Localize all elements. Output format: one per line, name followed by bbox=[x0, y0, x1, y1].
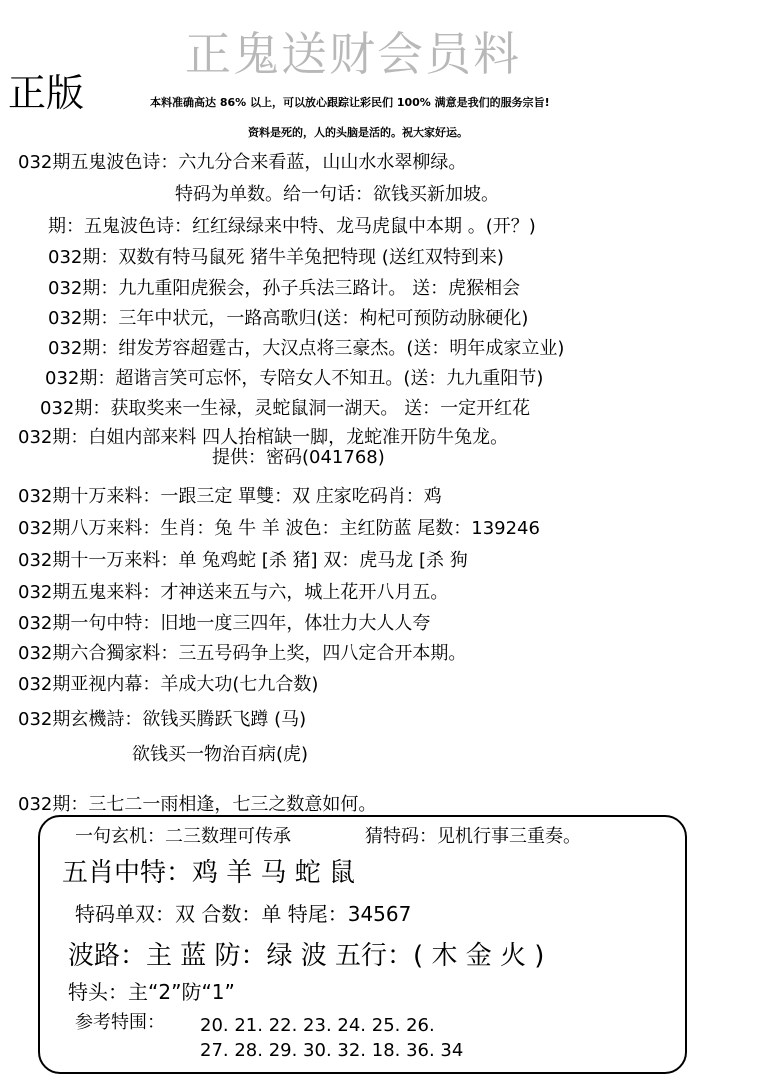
text-line: 032期：获取奖来一生禄，灵蛇鼠洞一湖天。 送：一定开红花 bbox=[40, 398, 531, 419]
box-odd-even: 特码单双：双 合数：单 特尾：34567 bbox=[75, 902, 412, 926]
text-line: 032期：三七二一雨相逢，七三之数意如何。 bbox=[18, 794, 377, 815]
box-wave-element: 波路：主 蓝 防：绿 波 五行：( 木 金 火 ) bbox=[68, 941, 545, 971]
text-line: 032期十一万来料：单 兔鸡蛇 [杀 猪] 双：虎马龙 [杀 狗 bbox=[18, 550, 468, 571]
box-guess: 猜特码：见机行事三重奏。 bbox=[365, 826, 581, 847]
text-line: 032期十万来料：一跟三定 單雙：双 庄家吃码肖：鸡 bbox=[18, 486, 442, 507]
text-line: 032期：三年中状元，一路高歌归(送：枸杞可预防动脉硬化) bbox=[48, 308, 529, 329]
text-line: 提供：密码(041768) bbox=[212, 447, 385, 468]
text-line: 032期六合獨家料：三五号码争上奖，四八定合开本期。 bbox=[18, 643, 467, 664]
subtitle-blessing: 资料是死的，人的头脑是活的。祝大家好运。 bbox=[248, 126, 468, 139]
box-riddle: 一句玄机：二三数理可传承 bbox=[75, 826, 291, 847]
box-range-numbers: 27. 28. 29. 30. 32. 18. 36. 34 bbox=[200, 1040, 464, 1061]
text-line: 032期五鬼波色诗：六九分合来看蓝，山山水水翠柳绿。 bbox=[18, 152, 467, 173]
text-line: 特码为单数。给一句话：欲钱买新加坡。 bbox=[175, 184, 499, 205]
box-five-zodiac: 五肖中特：鸡 羊 马 蛇 鼠 bbox=[62, 858, 356, 888]
text-line: 032期：超谐言笑可忘怀，专陪女人不知丑。(送：九九重阳节) bbox=[45, 368, 544, 389]
text-line: 032期：白姐内部来料 四人抬棺缺一脚，龙蛇准开防牛兔龙。 bbox=[18, 427, 509, 448]
text-line: 032期亚视内幕：羊成大功(七九合数) bbox=[18, 674, 319, 695]
box-range-label: 参考特围： bbox=[75, 1012, 165, 1033]
text-line: 欲钱买一物治百病(虎) bbox=[132, 744, 309, 765]
box-range-numbers: 20. 21. 22. 23. 24. 25. 26. bbox=[200, 1015, 435, 1036]
text-line: 032期：绀发芳容超霆古，大汉点将三豪杰。(送：明年成家立业) bbox=[48, 338, 565, 359]
text-line: 032期：九九重阳虎猴会，孙子兵法三路计。 送：虎猴相会 bbox=[48, 278, 521, 299]
text-line: 032期：双数有特马鼠死 猪牛羊兔把特现 (送红双特到来) bbox=[48, 247, 504, 268]
subtitle-accuracy: 本料准确高达 86% 以上，可以放心跟踪让彩民们 100% 满意是我们的服务宗旨! bbox=[150, 96, 550, 109]
text-line: 期：五鬼波色诗：红红绿绿来中特、龙马虎鼠中本期 。(开？) bbox=[48, 216, 536, 237]
text-line: 032期一句中特：旧地一度三四年，体壮力大人人夸 bbox=[18, 613, 431, 634]
edition-label: 正版 bbox=[8, 71, 85, 115]
page-title: 正鬼送财会员料 bbox=[185, 27, 521, 81]
text-line: 032期八万来料：生肖：兔 牛 羊 波色：主红防蓝 尾数：139246 bbox=[18, 518, 540, 539]
box-head-number: 特头：主“2”防“1” bbox=[68, 980, 235, 1004]
text-line: 032期五鬼来料：才神送来五与六，城上花开八月五。 bbox=[18, 582, 449, 603]
text-line: 032期玄機詩：欲钱买腾跃飞蹲 (马) bbox=[18, 709, 307, 730]
